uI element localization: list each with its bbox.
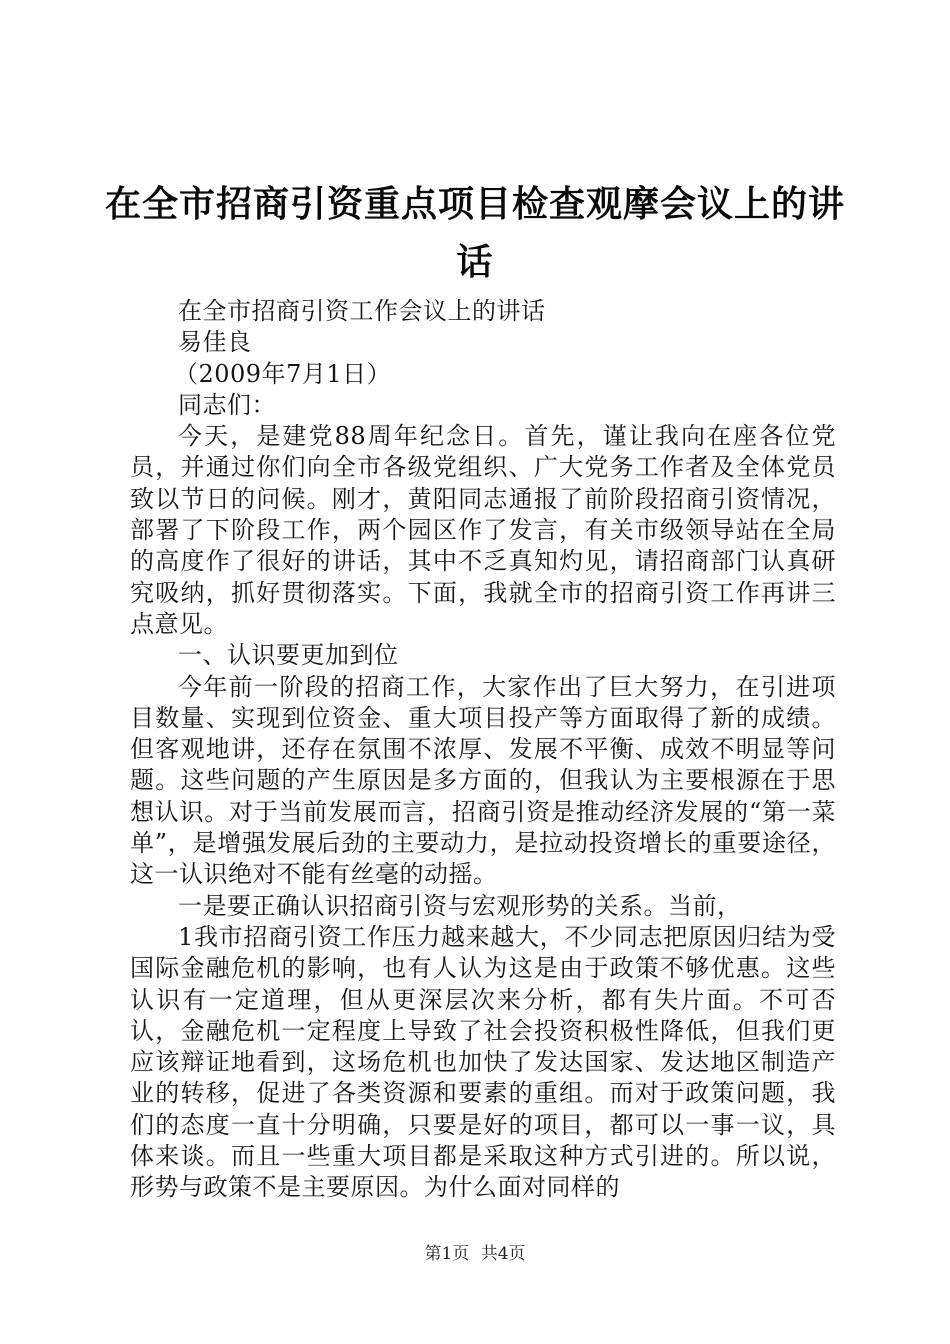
document-body [130, 296, 836, 1204]
paragraph-section-1: 今年前一阶段的招商工作，大家作出了巨大努力，在引进项目数量、实现到位资金、重大项目投产等方面取得了新的成绩。但客观地讲，还存在氛围不浓厚、发展不平衡、成效不明显等问题。这些问题的产生原因是多方面的，但我认为主要根源在于思想认识。对于当前发展而言，招商引资是推动经济发展的“第一菜单”，是增强发展后劲的主要动力，是拉动投资增长的重要途径，这一认识绝对不能有丝毫的动摇。 [130, 672, 836, 889]
speaker-name: 易佳良 [178, 328, 252, 357]
page-footer [0, 1243, 950, 1265]
document-title [100, 176, 850, 292]
title-line-1: 在全市招商引资重点项目检查观摩会议上的讲 [104, 184, 845, 225]
speech-date: （2009年7月1日） [174, 359, 392, 388]
paragraph-intro: 今天，是建党88周年纪念日。首先，谨让我向在座各位党员，并通过你们向全市各级党组织、广大党务工作者及全体党员致以节日的问候。刚才，黄阳同志通报了前阶段招商引资情况，部署了下阶段工作，两个园区作了发言，有关市级领导站在全局的高度作了很好的讲话，其中不乏真知灼见，请招商部门认真研究吸纳，抓好贯彻落实。下面，我就全市的招商引资工作再讲三点意见。 [130, 422, 836, 638]
salutation: 同志们： [178, 390, 276, 419]
page-number: 第1页 [424, 1244, 470, 1264]
section-heading-1: 一、认识要更加到位 [178, 641, 399, 670]
title-line-2: 话 [456, 242, 494, 283]
speech-title: 在全市招商引资工作会议上的讲话 [178, 297, 546, 325]
page-total: 共4页 [480, 1244, 526, 1264]
paragraph-point-1: 一是要正确认识招商引资与宏观形势的关系。当前， [178, 891, 742, 920]
paragraph-point-1-body: 1我市招商引资工作压力越来越大，不少同志把原因归结为受国际金融危机的影响，也有人认为这是由于政策不够优惠。这些认识有一定道理，但从更深层次来分析，都有失片面。不可否认，金融危机一定程度上导致了社会投资积极性降低，但我们更应该辩证地看到，这场危机也加快了发达国家、发达地区制造产业的转移，促进了各类资源和要素的重组。而对于政策问题，我们的态度一直十分明确，只要是好的项目，都可以一事一议，具体来谈。而且一些重大项目都是采取这种方式引进的。所以说，形势与政策不是主要原因。为什么面对同样的 [130, 922, 836, 1202]
